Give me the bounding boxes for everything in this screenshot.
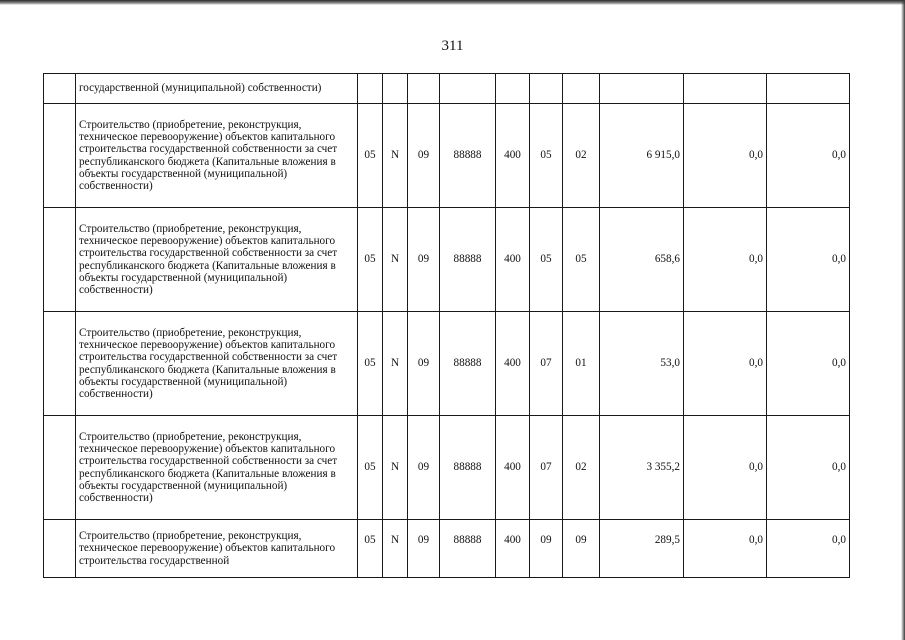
code-direction: 88888 [440, 208, 496, 312]
amount-year-2: 0,0 [684, 104, 767, 208]
amount-year-1: 53,0 [600, 312, 684, 416]
item-name: государственной (муниципальной) собственности) [76, 74, 358, 104]
code-program-type: N [383, 520, 408, 578]
code-expense-type: 400 [496, 520, 530, 578]
amount-year-3: 0,0 [767, 104, 850, 208]
code-direction: 88888 [440, 416, 496, 520]
table-row [44, 208, 850, 312]
blank-cell [44, 208, 76, 312]
code-direction [440, 74, 496, 104]
code-program-type: N [383, 312, 408, 416]
amount-year-3: 0,0 [767, 416, 850, 520]
amount-year-1: 289,5 [600, 520, 684, 578]
code-subsection: 02 [563, 416, 600, 520]
table-row [44, 520, 850, 578]
code-subprogram: 09 [408, 312, 440, 416]
code-subsection: 05 [563, 208, 600, 312]
code-expense-type: 400 [496, 104, 530, 208]
code-expense-type [496, 74, 530, 104]
blank-cell [44, 74, 76, 104]
amount-year-1 [600, 74, 684, 104]
code-section: 05 [358, 208, 383, 312]
code-section: 05 [358, 104, 383, 208]
scan-edge-top [0, 0, 905, 5]
blank-cell [44, 312, 76, 416]
code-subsection: 09 [563, 520, 600, 578]
code-subprogram [408, 74, 440, 104]
scan-edge-right [901, 0, 905, 640]
amount-year-2: 0,0 [684, 520, 767, 578]
page-number: 311 [441, 38, 464, 54]
item-name: Строительство (приобретение, реконструкция, техническое перевооружение) объектов капитального строительства государственной собственности за счет республиканского бюджета (Капитальные вложения в объекты государственной (муниципальной) собственности) [76, 208, 358, 312]
table-row [44, 104, 850, 208]
table-row [44, 312, 850, 416]
amount-year-2: 0,0 [684, 312, 767, 416]
code-section: 05 [358, 520, 383, 578]
code-subsection: 02 [563, 104, 600, 208]
code-direction: 88888 [440, 104, 496, 208]
item-name: Строительство (приобретение, реконструкция, техническое перевооружение) объектов капитального строительства государственной собственности за счет республиканского бюджета (Капитальные вложения в объекты государственной (муниципальной) собственности) [76, 416, 358, 520]
amount-year-2: 0,0 [684, 416, 767, 520]
table-row [44, 416, 850, 520]
code-chapter: 05 [530, 104, 563, 208]
code-section [358, 74, 383, 104]
code-direction: 88888 [440, 312, 496, 416]
item-name: Строительство (приобретение, реконструкция, техническое перевооружение) объектов капитального строительства государственной [76, 520, 358, 578]
code-chapter: 09 [530, 520, 563, 578]
amount-year-3: 0,0 [767, 520, 850, 578]
amount-year-1: 658,6 [600, 208, 684, 312]
table-row [44, 74, 850, 104]
amount-year-1: 6 915,0 [600, 104, 684, 208]
blank-cell [44, 416, 76, 520]
code-expense-type: 400 [496, 312, 530, 416]
amount-year-2 [684, 74, 767, 104]
code-chapter: 07 [530, 312, 563, 416]
blank-cell [44, 520, 76, 578]
code-expense-type: 400 [496, 208, 530, 312]
code-subprogram: 09 [408, 104, 440, 208]
code-subprogram: 09 [408, 416, 440, 520]
budget-table [43, 73, 850, 578]
amount-year-2: 0,0 [684, 208, 767, 312]
code-subprogram: 09 [408, 520, 440, 578]
code-chapter: 05 [530, 208, 563, 312]
amount-year-3: 0,0 [767, 312, 850, 416]
code-section: 05 [358, 312, 383, 416]
item-name: Строительство (приобретение, реконструкция, техническое перевооружение) объектов капитального строительства государственной собственности за счет республиканского бюджета (Капитальные вложения в объекты государственной (муниципальной) собственности) [76, 104, 358, 208]
code-program-type: N [383, 104, 408, 208]
amount-year-3: 0,0 [767, 208, 850, 312]
item-name: Строительство (приобретение, реконструкция, техническое перевооружение) объектов капитального строительства государственной собственности за счет республиканского бюджета (Капитальные вложения в объекты государственной (муниципальной) собственности) [76, 312, 358, 416]
code-program-type: N [383, 416, 408, 520]
code-expense-type: 400 [496, 416, 530, 520]
amount-year-1: 3 355,2 [600, 416, 684, 520]
code-subsection: 01 [563, 312, 600, 416]
amount-year-3 [767, 74, 850, 104]
code-chapter: 07 [530, 416, 563, 520]
code-program-type [383, 74, 408, 104]
code-subprogram: 09 [408, 208, 440, 312]
code-program-type: N [383, 208, 408, 312]
blank-cell [44, 104, 76, 208]
code-subsection [563, 74, 600, 104]
code-section: 05 [358, 416, 383, 520]
code-direction: 88888 [440, 520, 496, 578]
code-chapter [530, 74, 563, 104]
